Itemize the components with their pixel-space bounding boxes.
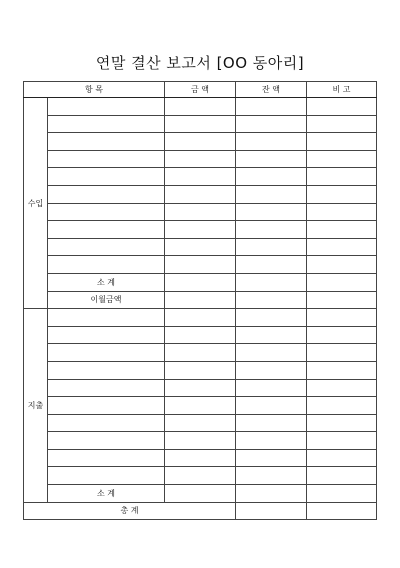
expense-amount-cell[interactable] xyxy=(165,467,236,485)
expense-remarks-cell[interactable] xyxy=(307,414,377,432)
income-remarks-cell[interactable] xyxy=(307,115,377,133)
expense-balance-cell[interactable] xyxy=(236,467,307,485)
expense-item-cell[interactable] xyxy=(48,344,165,362)
income-item-cell[interactable] xyxy=(48,168,165,186)
page-title: 연말 결산 보고서 [OO 동아리] xyxy=(95,54,305,72)
expense-remarks-cell[interactable] xyxy=(307,449,377,467)
expense-remarks-cell[interactable] xyxy=(307,432,377,450)
income-item-cell[interactable] xyxy=(48,256,165,274)
income-subtotal-label: 소 계 xyxy=(48,273,165,291)
expense-item-cell[interactable] xyxy=(48,379,165,397)
income-carryover-remarks[interactable] xyxy=(307,291,377,309)
expense-amount-cell[interactable] xyxy=(165,309,236,327)
income-carryover-row xyxy=(24,291,377,309)
income-item-cell[interactable] xyxy=(48,98,165,116)
income-subtotal-balance[interactable] xyxy=(236,273,307,291)
expense-subtotal-amount[interactable] xyxy=(165,485,236,503)
expense-amount-cell[interactable] xyxy=(165,326,236,344)
expense-remarks-cell[interactable] xyxy=(307,397,377,415)
expense-item-cell[interactable] xyxy=(48,449,165,467)
expense-row xyxy=(24,467,377,485)
income-item-cell[interactable] xyxy=(48,133,165,151)
header-remarks: 비 고 xyxy=(307,82,377,98)
income-carryover-balance[interactable] xyxy=(236,291,307,309)
expense-remarks-cell[interactable] xyxy=(307,361,377,379)
income-subtotal-amount[interactable] xyxy=(165,273,236,291)
expense-balance-cell[interactable] xyxy=(236,449,307,467)
income-balance-cell[interactable] xyxy=(236,150,307,168)
expense-amount-cell[interactable] xyxy=(165,414,236,432)
expense-balance-cell[interactable] xyxy=(236,414,307,432)
income-remarks-cell[interactable] xyxy=(307,185,377,203)
expense-item-cell[interactable] xyxy=(48,432,165,450)
grand-total-row xyxy=(24,502,377,520)
income-balance-cell[interactable] xyxy=(236,238,307,256)
income-amount-cell[interactable] xyxy=(165,185,236,203)
expense-row xyxy=(24,379,377,397)
income-remarks-cell[interactable] xyxy=(307,150,377,168)
expense-balance-cell[interactable] xyxy=(236,309,307,327)
expense-subtotal-row xyxy=(24,485,377,503)
header-balance: 잔 액 xyxy=(236,82,307,98)
expense-amount-cell[interactable] xyxy=(165,449,236,467)
income-row xyxy=(24,115,377,133)
expense-remarks-cell[interactable] xyxy=(307,379,377,397)
income-amount-cell[interactable] xyxy=(165,203,236,221)
expense-amount-cell[interactable] xyxy=(165,432,236,450)
income-amount-cell[interactable] xyxy=(165,168,236,186)
income-balance-cell[interactable] xyxy=(236,221,307,239)
expense-remarks-cell[interactable] xyxy=(307,326,377,344)
income-balance-cell[interactable] xyxy=(236,98,307,116)
income-row xyxy=(24,203,377,221)
expense-subtotal-balance[interactable] xyxy=(236,485,307,503)
expense-balance-cell[interactable] xyxy=(236,432,307,450)
grand-total-label: 총 계 xyxy=(24,502,236,520)
header-row xyxy=(24,82,377,98)
expense-balance-cell[interactable] xyxy=(236,361,307,379)
income-row xyxy=(24,168,377,186)
income-amount-cell[interactable] xyxy=(165,256,236,274)
income-amount-cell[interactable] xyxy=(165,221,236,239)
expense-row xyxy=(24,344,377,362)
income-balance-cell[interactable] xyxy=(236,203,307,221)
expense-item-cell[interactable] xyxy=(48,326,165,344)
header-item: 항 목 xyxy=(24,82,165,98)
income-row xyxy=(24,98,377,116)
income-carryover-amount[interactable] xyxy=(165,291,236,309)
income-row xyxy=(24,185,377,203)
expense-amount-cell[interactable] xyxy=(165,379,236,397)
expense-row xyxy=(24,449,377,467)
income-item-cell[interactable] xyxy=(48,150,165,168)
expense-balance-cell[interactable] xyxy=(236,379,307,397)
income-remarks-cell[interactable] xyxy=(307,168,377,186)
expense-row xyxy=(24,397,377,415)
expense-amount-cell[interactable] xyxy=(165,344,236,362)
expense-row xyxy=(24,414,377,432)
expense-item-cell[interactable] xyxy=(48,467,165,485)
expense-section-label: 지출 xyxy=(24,309,48,503)
income-item-cell[interactable] xyxy=(48,221,165,239)
income-amount-cell[interactable] xyxy=(165,238,236,256)
income-remarks-cell[interactable] xyxy=(307,98,377,116)
income-balance-cell[interactable] xyxy=(236,115,307,133)
income-row xyxy=(24,221,377,239)
expense-row xyxy=(24,432,377,450)
expense-remarks-cell[interactable] xyxy=(307,344,377,362)
expense-item-cell[interactable] xyxy=(48,361,165,379)
expense-item-cell[interactable] xyxy=(48,397,165,415)
income-section-label: 수입 xyxy=(24,98,48,309)
income-row xyxy=(24,256,377,274)
income-remarks-cell[interactable] xyxy=(307,256,377,274)
income-remarks-cell[interactable] xyxy=(307,203,377,221)
expense-item-cell[interactable] xyxy=(48,414,165,432)
income-balance-cell[interactable] xyxy=(236,256,307,274)
income-remarks-cell[interactable] xyxy=(307,221,377,239)
expense-item-cell[interactable] xyxy=(48,309,165,327)
settlement-table xyxy=(23,81,377,520)
income-remarks-cell[interactable] xyxy=(307,133,377,151)
income-row xyxy=(24,238,377,256)
expense-balance-cell[interactable] xyxy=(236,326,307,344)
income-amount-cell[interactable] xyxy=(165,133,236,151)
income-item-cell[interactable] xyxy=(48,115,165,133)
income-item-cell[interactable] xyxy=(48,203,165,221)
expense-amount-cell[interactable] xyxy=(165,361,236,379)
expense-remarks-cell[interactable] xyxy=(307,467,377,485)
expense-row xyxy=(24,326,377,344)
expense-row xyxy=(24,309,377,327)
expense-subtotal-remarks[interactable] xyxy=(307,485,377,503)
income-item-cell[interactable] xyxy=(48,238,165,256)
grand-total-balance[interactable] xyxy=(236,502,307,520)
income-amount-cell[interactable] xyxy=(165,115,236,133)
expense-row xyxy=(24,361,377,379)
expense-balance-cell[interactable] xyxy=(236,397,307,415)
income-amount-cell[interactable] xyxy=(165,98,236,116)
expense-subtotal-label: 소 계 xyxy=(48,485,165,503)
header-amount: 금 액 xyxy=(165,82,236,98)
expense-remarks-cell[interactable] xyxy=(307,309,377,327)
income-balance-cell[interactable] xyxy=(236,185,307,203)
income-remarks-cell[interactable] xyxy=(307,238,377,256)
grand-total-remarks[interactable] xyxy=(307,502,377,520)
income-subtotal-row xyxy=(24,273,377,291)
income-subtotal-remarks[interactable] xyxy=(307,273,377,291)
income-item-cell[interactable] xyxy=(48,185,165,203)
income-row xyxy=(24,150,377,168)
income-carryover-label: 이월금액 xyxy=(48,291,165,309)
expense-amount-cell[interactable] xyxy=(165,397,236,415)
income-amount-cell[interactable] xyxy=(165,150,236,168)
income-balance-cell[interactable] xyxy=(236,133,307,151)
income-balance-cell[interactable] xyxy=(236,168,307,186)
income-row xyxy=(24,133,377,151)
expense-balance-cell[interactable] xyxy=(236,344,307,362)
